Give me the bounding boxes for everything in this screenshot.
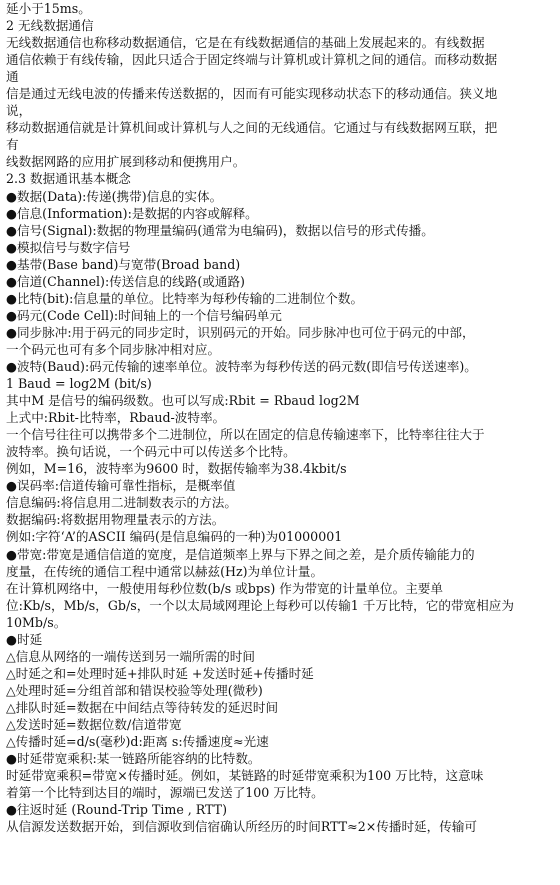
text-line: 线数据网路的应用扩展到移动和便携用户。 <box>6 154 246 170</box>
text-line: 信是通过无线电波的传播来传送数据的，因而有可能实现移动状态下的移动通信。狭义地 <box>6 86 498 102</box>
text-line: 2 无线数据通信 <box>6 18 94 34</box>
text-line: 时延带宽乘积=带宽×传播时延。例如，某链路的时延带宽乘积为100 万比特，这意味 <box>6 768 484 784</box>
text-line: 有 <box>6 137 19 153</box>
text-line: 从信源发送数据开始，到信源收到信宿确认所经历的时间RTT≈2×传播时延，传输可 <box>6 819 478 835</box>
text-line: ●数据(Data):传递(携带)信息的实体。 <box>6 188 223 204</box>
text-line: ●码元(Code Cell):时间轴上的一个信号编码单元 <box>6 307 282 323</box>
text-line: 2.3 数据通讯基本概念 <box>6 171 131 187</box>
text-line: ●信号(Signal):数据的物理量编码(通常为电编码)，数据以信号的形式传播。 <box>6 222 434 238</box>
text-line: 通 <box>6 69 19 85</box>
text-line: ●时延带宽乘积:某一链路所能容纳的比特数。 <box>6 751 261 767</box>
text-line: 无线数据通信也称移动数据通信，它是在有线数据通信的基础上发展起来的。有线数据 <box>6 35 485 51</box>
text-line: ●带宽:带宽是通信信道的宽度，是信道频率上界与下界之间之差，是介质传输能力的 <box>6 546 475 562</box>
text-line: 例如:字符‘A’的ASCII 编码(是信息编码的一种)为01000001 <box>6 529 343 545</box>
text-line: ●模拟信号与数字信号 <box>6 239 131 255</box>
text-line: 在计算机网络中，一般使用每秒位数(b/s 或bps) 作为带宽的计量单位。主要单 <box>6 580 443 596</box>
text-line: ●误码率:信道传输可靠性指标，是概率值 <box>6 478 236 494</box>
text-line: ●往返时延 (Round-Trip Time , RTT) <box>6 802 227 818</box>
text-line: 度量，在传统的通信工程中通常以赫兹(Hz)为单位计量。 <box>6 563 324 579</box>
text-line: △信息从网络的一端传送到另一端所需的时间 <box>6 648 255 664</box>
text-line: ●波特(Baud):码元传输的速率单位。波特率为每秒传送的码元数(即信号传送速率)。 <box>6 358 477 374</box>
text-line: 数据编码:将数据用物理量表示的方法。 <box>6 512 225 528</box>
text-line: 一个信号往往可以携带多个二进制位，所以在固定的信息传输速率下，比特率往往大于 <box>6 427 485 443</box>
text-line: ●信道(Channel):传送信息的线路(或通路) <box>6 273 245 289</box>
text-line: △发送时延=数据位数/信道带宽 <box>6 716 182 732</box>
text-line: 信息编码:将信息用二进制数表示的方法。 <box>6 495 237 511</box>
text-line: 其中M 是信号的编码级数。也可以写成:Rbit = Rbaud log2M <box>6 393 360 409</box>
text-line: ●同步脉冲:用于码元的同步定时，识别码元的开始。同步脉冲也可位于码元的中部， <box>6 324 475 340</box>
text-line: 通信依赖于有线传输，因此只适合于固定终端与计算机或计算机之间的通信。而移动数据 <box>6 52 498 68</box>
text-line: ●信息(Information):是数据的内容或解释。 <box>6 205 258 221</box>
text-line: 着第一个比特到达目的端时，源端已发送了100 万比特。 <box>6 785 324 801</box>
text-line: 说， <box>6 103 32 119</box>
text-line: △时延之和=处理时延+排队时延 +发送时延+传播时延 <box>6 665 314 681</box>
text-line: △排队时延=数据在中间结点等待转发的延迟时间 <box>6 699 279 715</box>
text-line: ●时延 <box>6 631 43 647</box>
text-line: 延小于15ms。 <box>6 1 91 16</box>
text-line: 上式中:Rbit-比特率，Rbaud-波特率。 <box>6 410 226 426</box>
text-line: 移动数据通信就是计算机间或计算机与人之间的无线通信。它通过与有线数据网互联，把 <box>6 120 498 136</box>
text-line: 一个码元也可有多个同步脉冲相对应。 <box>6 341 221 357</box>
text-line: 例如，M=16，波特率为9600 时，数据传输率为38.4kbit/s <box>6 461 347 477</box>
text-line: △处理时延=分组首部和错误校验等处理(微秒) <box>6 682 263 698</box>
text-line: 位:Kb/s，Mb/s，Gb/s，一个以太局域网理论上每秒可以传输1 千万比特，它的带宽相应为 <box>6 597 514 613</box>
text-line: △传播时延=d/s(毫秒)d:距离 s:传播速度≈光速 <box>6 734 269 750</box>
text-line: ●基带(Base band)与宽带(Broad band) <box>6 256 241 272</box>
text-line: 10Mb/s。 <box>6 614 67 630</box>
text-line: 1 Baud = log2M (bit/s) <box>6 376 152 392</box>
text-line: ●比特(bit):信息量的单位。比特率为每秒传输的二进制位个数。 <box>6 290 364 306</box>
text-line: 波特率。换句话说，一个码元中可以传送多个比特。 <box>6 444 296 460</box>
